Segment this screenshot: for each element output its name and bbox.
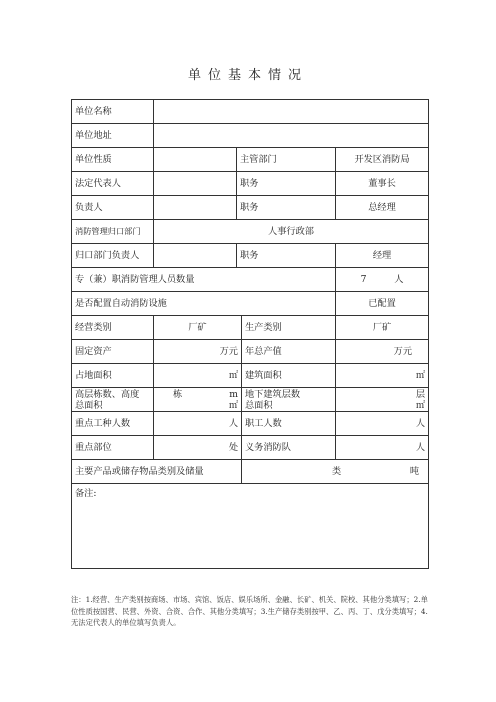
underground-field[interactable]: [336, 388, 429, 412]
person-in-charge-label: 负责人: [72, 196, 154, 220]
high-rise-unit-area: ㎡: [228, 399, 238, 411]
table-row: [72, 292, 429, 316]
unit-nature-label: 单位性质: [72, 148, 154, 172]
table-row: [72, 100, 429, 124]
products-label: 主要产品或储存物品类别及储量: [72, 460, 242, 484]
biz-type-label: 经营类别: [72, 316, 154, 340]
high-rise-label: 高层栋数、高度: [75, 388, 140, 400]
remarks-label: 备注:: [75, 488, 97, 499]
products-unit-category: 类: [332, 466, 342, 477]
table-row: [72, 484, 429, 569]
table-row: [72, 220, 429, 244]
products-field[interactable]: [242, 460, 429, 484]
position-value[interactable]: 董事长: [336, 172, 429, 196]
prod-type-label: 生产类别: [242, 316, 336, 340]
table-row: [72, 460, 429, 484]
annual-output-label: 年总产值: [242, 340, 336, 364]
table-row: [72, 364, 429, 388]
table-row: [72, 148, 429, 172]
footnote: 注：1.经营、生产类别按商场、市场、宾馆、饭店、娱乐场所、金融、长矿、机关、院校、其他分类填写；2.单位性质按国营、民营、外资、合资、合作、其他分类填写；3.生产储存类别按甲、乙、丙、丁、戊分类填写；4.无法定代表人的单位填写负责人。: [71, 595, 428, 627]
page-title: 单位基本情况: [187, 68, 308, 83]
auto-fire-label: 是否配置自动消防设施: [72, 292, 336, 316]
position-label: 职务: [240, 202, 259, 213]
table-row: [72, 316, 429, 340]
land-area-label: 占地面积: [72, 364, 154, 388]
table-row: [72, 388, 429, 412]
underground-label-2: 总面积: [245, 399, 273, 411]
staff-unit: 人: [394, 274, 404, 285]
products-unit-ton: 吨: [409, 466, 420, 477]
legal-rep-field[interactable]: [154, 172, 237, 195]
unit-nature-field[interactable]: [154, 148, 237, 171]
table-row: [72, 172, 429, 196]
land-area-unit[interactable]: ㎡: [154, 364, 242, 388]
person-in-charge-field[interactable]: [154, 196, 237, 219]
key-workers-unit[interactable]: 人: [154, 412, 242, 436]
build-area-unit[interactable]: ㎡: [336, 364, 429, 388]
high-rise-field[interactable]: [154, 388, 242, 412]
employees-unit[interactable]: 人: [336, 412, 429, 436]
key-parts-label: 重点部位: [72, 436, 154, 460]
auto-fire-value[interactable]: 已配置: [336, 292, 429, 316]
annual-output-unit[interactable]: 万元: [336, 340, 429, 364]
underground-label: 地下建筑层数: [245, 388, 301, 400]
authority-label: 主管部门: [240, 154, 277, 165]
position-label: 职务: [240, 250, 259, 261]
position-value[interactable]: 经理: [336, 244, 429, 268]
high-rise-unit-building: 栋: [173, 388, 183, 400]
build-area-label: 建筑面积: [242, 364, 336, 388]
authority-value[interactable]: 开发区消防局: [336, 148, 429, 172]
key-parts-unit[interactable]: 处: [154, 436, 242, 460]
fire-dept-label: 消防管理归口部门: [72, 220, 154, 244]
volunteer-unit[interactable]: 人: [336, 436, 429, 460]
underground-unit-floor: 层: [415, 388, 426, 400]
fire-dept-value[interactable]: 人事行政部: [154, 220, 429, 244]
high-rise-unit-height: m: [229, 388, 238, 400]
key-workers-label: 重点工种人数: [72, 412, 154, 436]
table-row: [72, 196, 429, 220]
fixed-assets-unit[interactable]: 万元: [154, 340, 242, 364]
fixed-assets-label: 固定资产: [72, 340, 154, 364]
staff-count-label: 专（兼）职消防管理人员数量: [72, 268, 336, 292]
position-label: 职务: [240, 178, 259, 189]
unit-info-table: [71, 99, 429, 569]
unit-name-field[interactable]: [154, 100, 429, 124]
table-row: [72, 412, 429, 436]
table-row: [72, 268, 429, 292]
unit-address-label: 单位地址: [72, 124, 154, 148]
legal-rep-label: 法定代表人: [72, 172, 154, 196]
table-row: [72, 244, 429, 268]
volunteer-label: 义务消防队: [242, 436, 336, 460]
biz-type-value[interactable]: 厂矿: [154, 316, 242, 340]
table-row: [72, 340, 429, 364]
dept-head-field[interactable]: [154, 244, 237, 267]
employees-label: 职工人数: [242, 412, 336, 436]
high-rise-label-2: 总面积: [75, 399, 103, 411]
table-row: [72, 436, 429, 460]
position-value[interactable]: 总经理: [336, 196, 429, 220]
dept-head-label: 归口部门负责人: [72, 244, 154, 268]
unit-name-label: 单位名称: [72, 100, 154, 124]
table-row: [72, 124, 429, 148]
remarks-field[interactable]: [72, 484, 429, 569]
staff-count-value[interactable]: 7: [360, 274, 367, 285]
unit-address-field[interactable]: [154, 124, 429, 148]
underground-unit-area: ㎡: [415, 399, 426, 411]
prod-type-value[interactable]: 厂矿: [336, 316, 429, 340]
